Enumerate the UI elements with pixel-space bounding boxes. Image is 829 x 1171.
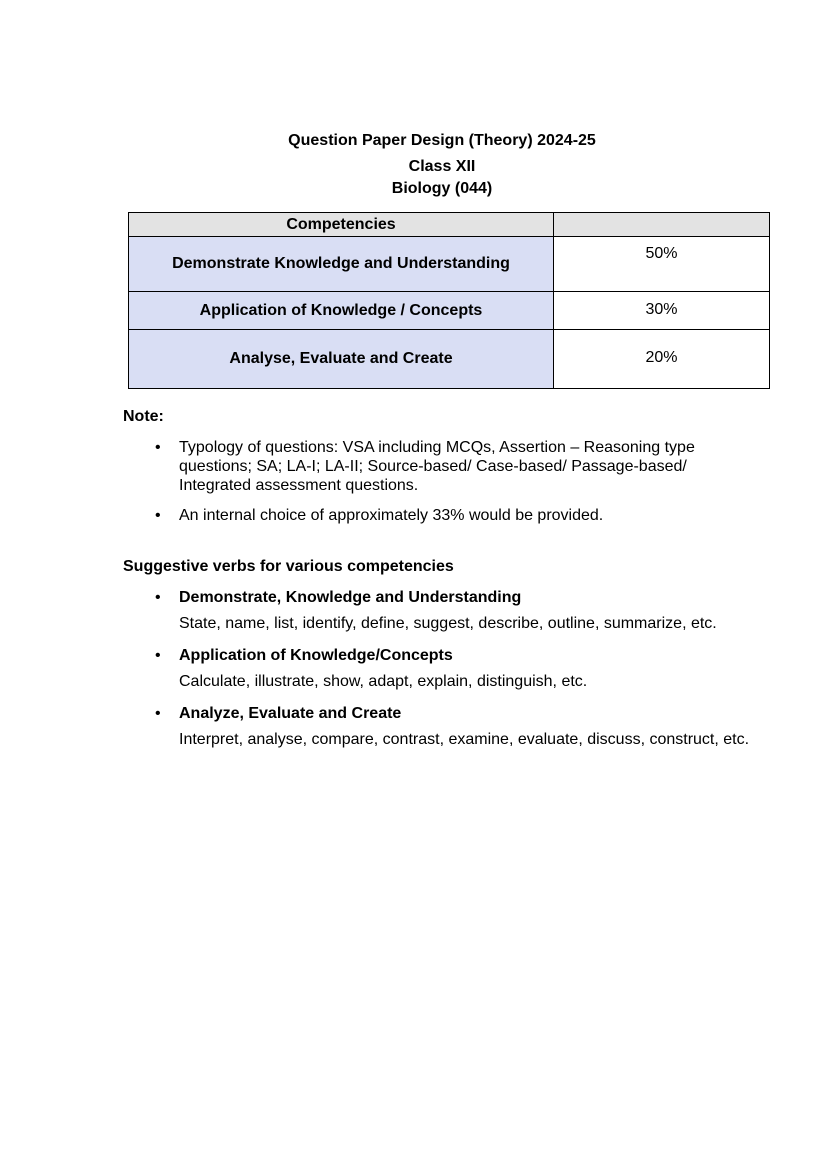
bullet-icon: • (155, 705, 161, 722)
note-text: Typology of questions: VSA including MCQs, Assertion – Reasoning type questions; SA; LA-I; LA-II; Source-based/ Case-based/ Passage-based/ Integrated assessment questions. (179, 439, 695, 494)
verb-category-title: Demonstrate, Knowledge and Understanding (179, 589, 522, 606)
verb-category-text: Calculate, illustrate, show, adapt, explain, distinguish, etc. (179, 673, 588, 690)
document-title: Question Paper Design (Theory) 2024-25 (288, 132, 596, 149)
table-header-row (129, 213, 770, 237)
verbs-heading: Suggestive verbs for various competencies (123, 558, 454, 575)
subject-label: Biology (044) (391, 180, 493, 197)
list-item (155, 588, 755, 633)
verb-category-text: State, name, list, identify, define, suggest, describe, outline, summarize, etc. (179, 615, 717, 632)
weight-cell: 20% (554, 330, 770, 389)
table-header-weight (554, 213, 770, 237)
table-row (129, 292, 770, 330)
list-item (155, 704, 755, 749)
verb-category-title: Analyze, Evaluate and Create (179, 705, 402, 722)
bullet-icon: • (155, 589, 161, 606)
bullet-icon: • (155, 647, 161, 664)
competency-table (128, 212, 770, 389)
weight-cell: 30% (554, 292, 770, 330)
table-row (129, 330, 770, 389)
note-heading: Note: (123, 408, 164, 425)
competency-cell: Analyse, Evaluate and Create (129, 330, 554, 389)
bullet-icon: • (155, 439, 161, 456)
class-label: Class XII (408, 158, 476, 175)
table-row (129, 237, 770, 292)
competency-cell: Application of Knowledge / Concepts (129, 292, 554, 330)
note-list (155, 438, 755, 536)
verb-category-title: Application of Knowledge/Concepts (179, 647, 453, 664)
list-item (155, 438, 755, 495)
table-header-competencies: Competencies (129, 213, 554, 237)
document-header (0, 130, 829, 200)
list-item (155, 646, 755, 691)
note-text: An internal choice of approximately 33% would be provided. (179, 507, 604, 524)
weight-cell: 50% (554, 237, 770, 292)
verbs-list (155, 588, 755, 762)
verb-category-text: Interpret, analyse, compare, contrast, examine, evaluate, discuss, construct, etc. (179, 731, 750, 748)
bullet-icon: • (155, 507, 161, 524)
competency-cell: Demonstrate Knowledge and Understanding (129, 237, 554, 292)
list-item (155, 506, 755, 525)
